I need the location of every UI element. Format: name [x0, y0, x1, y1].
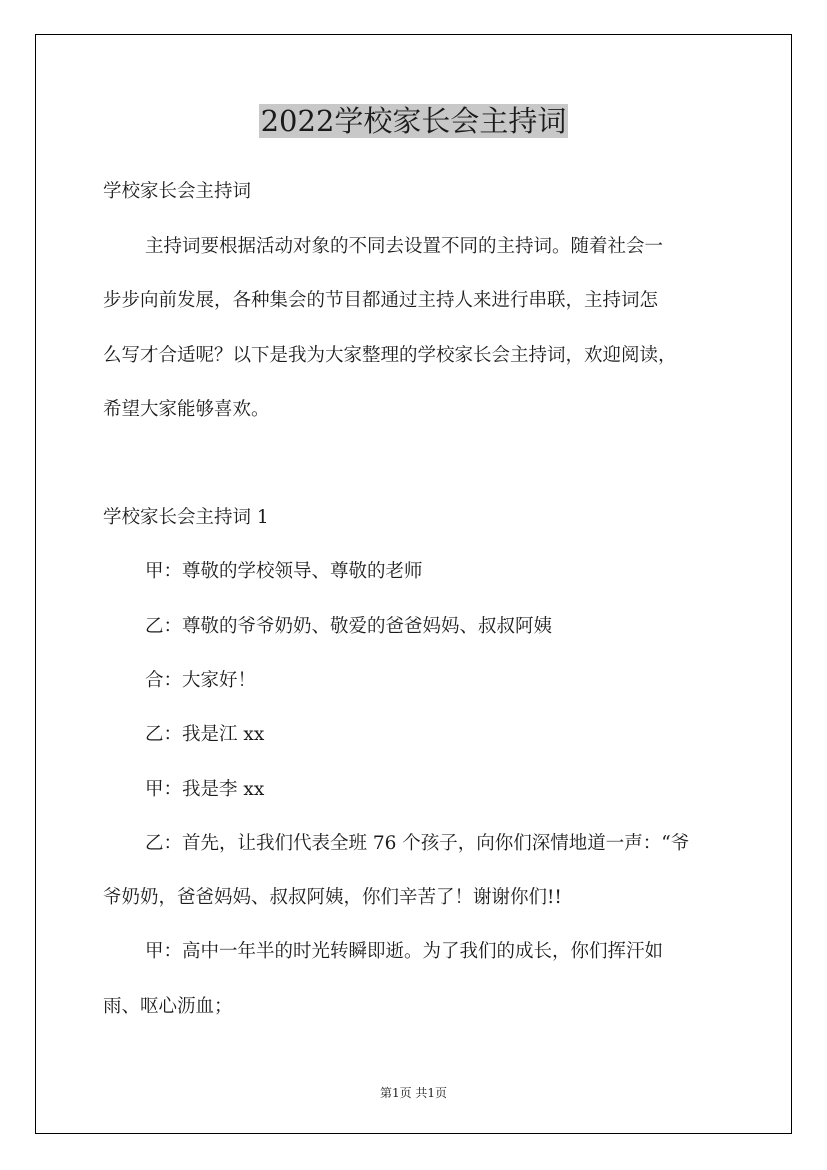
- dialogue-line: 乙：首先，让我们代表全班 76 个孩子，向你们深情地道一声：“爷: [145, 833, 690, 854]
- intro-paragraph-line: 希望大家能够喜欢。: [103, 399, 270, 420]
- dialogue-line: 乙：尊敬的爷爷奶奶、敬爱的爸爸妈妈、叔叔阿姨: [145, 616, 553, 637]
- intro-paragraph-line: 步步向前发展，各种集会的节目都通过主持人来进行串联，主持词怎: [103, 290, 659, 311]
- intro-paragraph-line: 主持词要根据活动对象的不同去设置不同的主持词。随着社会一: [145, 236, 664, 257]
- dialogue-line: 甲：尊敬的学校领导、尊敬的老师: [145, 561, 423, 582]
- document-title: 2022学校家长会主持词: [260, 104, 567, 138]
- dialogue-line: 甲：高中一年半的时光转瞬即逝。为了我们的成长，你们挥汗如: [145, 941, 664, 962]
- dialogue-line: 雨、呕心沥血；: [103, 996, 233, 1017]
- section-heading: 学校家长会主持词 1: [103, 507, 269, 528]
- dialogue-line: 乙：我是江 xx: [145, 724, 265, 745]
- dialogue-line: 爷奶奶，爸爸妈妈、叔叔阿姨，你们辛苦了！谢谢你们!!: [103, 887, 562, 908]
- page-footer: 第1页 共1页: [379, 1086, 448, 1100]
- subtitle: 学校家长会主持词: [103, 181, 252, 202]
- intro-paragraph-line: 么写才合适呢？以下是我为大家整理的学校家长会主持词，欢迎阅读，: [103, 345, 677, 366]
- dialogue-line: 合：大家好！: [145, 670, 257, 691]
- dialogue-line: 甲：我是李 xx: [145, 779, 265, 800]
